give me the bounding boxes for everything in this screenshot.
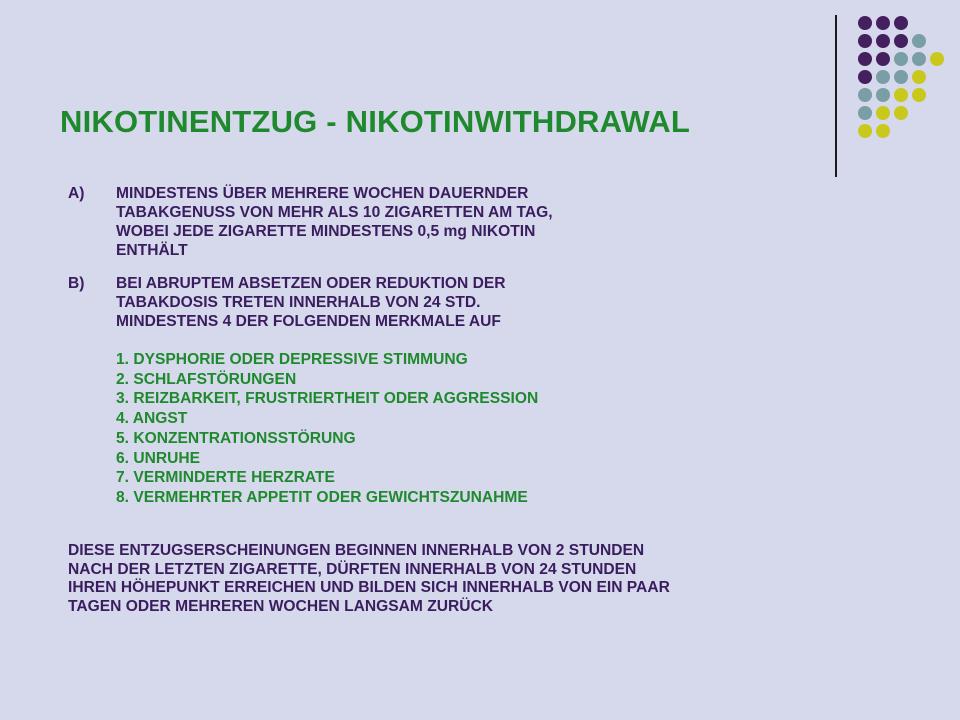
criterion-b-line: TABAKDOSIS TRETEN INNERHALB VON 24 STD.: [116, 294, 481, 311]
criterion-a-line: TABAKGENUSS VON MEHR ALS 10 ZIGARETTEN AM TAG,: [116, 204, 553, 221]
criterion-b-line: BEI ABRUPTEM ABSETZEN ODER REDUKTION DER: [116, 275, 506, 292]
symptom-item: 8. VERMEHRTER APPETIT ODER GEWICHTSZUNAHME: [116, 488, 528, 506]
symptom-list: [116, 350, 538, 508]
symptom-item: 1. DYSPHORIE ODER DEPRESSIVE STIMMUNG: [116, 351, 468, 368]
summary-line: NACH DER LETZTEN ZIGARETTE, DÜRFTEN INNERHALB VON 24 STUNDEN: [68, 560, 637, 578]
criterion-b-line: MINDESTENS 4 DER FOLGENDEN MERKMALE AUF: [116, 313, 501, 330]
criterion-a-line: MINDESTENS ÜBER MEHRERE WOCHEN DAUERNDER: [116, 185, 529, 202]
slide-title: NIKOTINENTZUG - NIKOTINWITHDRAWAL: [60, 104, 690, 139]
symptom-item: 6. UNRUHE: [116, 449, 201, 467]
criterion-a-line: WOBEI JEDE ZIGARETTE MINDESTENS 0,5 mg NIKOTIN: [116, 223, 536, 240]
symptom-item: 5. KONZENTRATIONSSTÖRUNG: [116, 429, 356, 447]
criterion-b-marker: B): [68, 275, 85, 292]
summary-line: DIESE ENTZUGSERSCHEINUNGEN BEGINNEN INNERHALB VON 2 STUNDEN: [68, 542, 645, 559]
summary-line: TAGEN ODER MEHREREN WOCHEN LANGSAM ZURÜCK: [68, 597, 494, 615]
symptom-item: 3. REIZBARKEIT, FRUSTRIERTHEIT ODER AGGRESSION: [116, 390, 539, 408]
criterion-a-line: ENTHÄLT: [116, 242, 188, 259]
symptom-item: 2. SCHLAFSTÖRUNGEN: [116, 370, 297, 388]
criterion-a-marker: A): [68, 185, 85, 202]
summary-paragraph: [68, 542, 928, 616]
criterion-a-text: [116, 184, 836, 260]
criterion-b-text: [116, 274, 836, 331]
summary-line: IHREN HÖHEPUNKT ERREICHEN UND BILDEN SICH INNERHALB VON EIN PAAR: [68, 579, 670, 596]
symptom-item: 4. ANGST: [116, 410, 188, 428]
symptom-item: 7. VERMINDERTE HERZRATE: [116, 469, 335, 487]
